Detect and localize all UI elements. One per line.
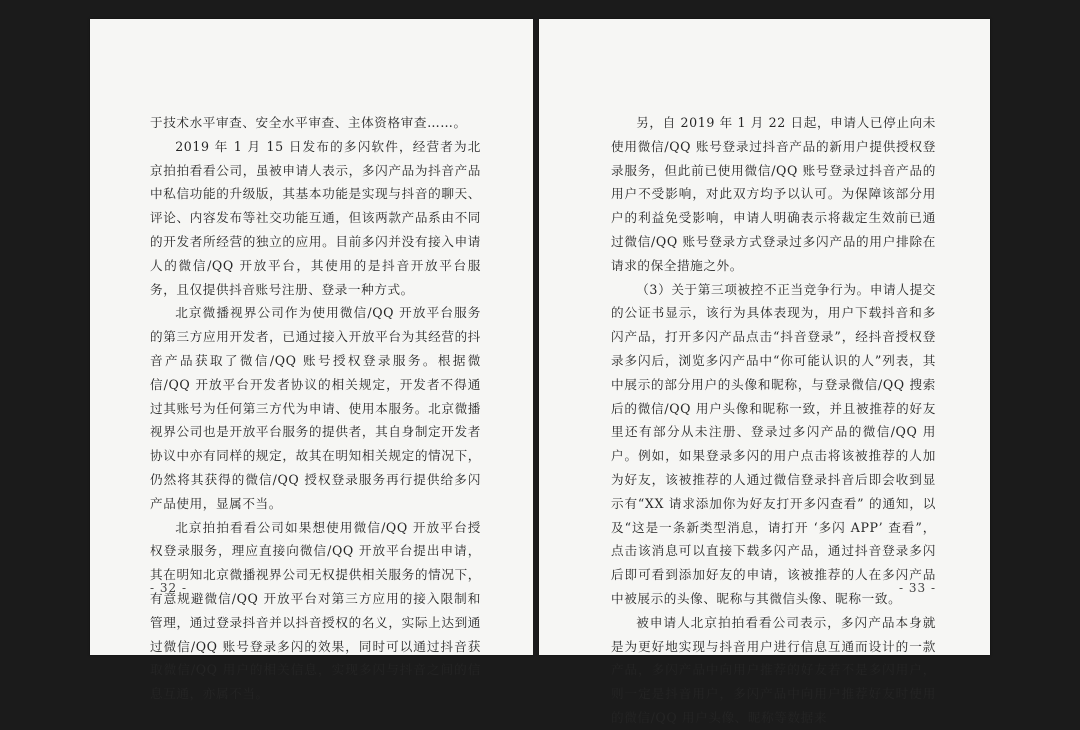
left-page-body [150, 111, 481, 706]
paragraph: 2019 年 1 月 15 日发布的多闪软件，经营者为北京拍拍看看公司，虽被申请人表示，多闪产品为抖音产品中私信功能的升级版，其基本功能是实现与抖音的聊天、评论、内容发布等社交功能互通，但该两款产品系由不同的开发者所经营的独立的应用。目前多闪并没有接入申请人的微信/QQ 开放平台，其使用的是抖音开放平台服务，且仅提供抖音账号注册、登录一种方式。 [150, 138, 481, 297]
paragraph: 被申请人北京拍拍看看公司表示，多闪产品本身就是为更好地实现与抖音用户进行信息互通而设计的一款产品，多闪产品中向用户推荐的好友若不是多闪用户，则一定是抖音用户，多闪产品中向用户推荐好友时使用的微信/QQ 用户头像、昵称等数据来 [611, 614, 936, 725]
paragraph: （3）关于第三项被控不正当竞争行为。申请人提交的公证书显示，该行为具体表现为，用户下载抖音和多闪产品，打开多闪产品点击“抖音登录”，经抖音授权登录多闪后，浏览多闪产品中“你可能认识的人”列表，其中展示的部分用户的头像和昵称，与登录微信/QQ 搜索后的微信/QQ 用户头像和昵称一致，并且被推荐的好友里还有部分从未注册、登录过多闪产品的微信/QQ 用户。例如，如果登录多闪的用户点击将该被推荐的人加为好友，该被推荐的人通过微信登录抖音后即会收到显示有“XX 请求添加你为好友打开多闪查看” 的通知，以及“这是一条新类型消息，请打开 ‘多闪 APP’ 查看”，点击该消息可以直接下载多闪产品，通过抖音登录多闪后即可看到添加好友的申请，该被推荐的人在多闪产品中被展示的头像、昵称与其微信头像、昵称一致。 [611, 281, 936, 606]
page-number: - 33 - [898, 581, 936, 595]
left-page [90, 19, 533, 702]
page-number: - 32 - [150, 581, 188, 595]
paragraph: 另，自 2019 年 1 月 22 日起，申请人已停止向未使用微信/QQ 账号登录过抖音产品的新用户提供授权登录服务，但此前已使用微信/QQ 账号登录过抖音产品的用户不受影响，对此双方均予以认可。为保障该部分用户的利益免受影响，申请人明确表示将裁定生效前已通过微信/QQ 账号登录方式登录过多闪产品的用户排除在请求的保全措施之外。 [611, 115, 936, 273]
paragraph: 北京拍拍看看公司如果想使用微信/QQ 开放平台授权登录服务，理应直接向微信/QQ 开放平台提出申请，其在明知北京微播视界公司无权提供相关服务的情况下，有意规避微信/QQ 开放平台对第三方应用的接入限制和管理，通过登录抖音并以抖音授权的名义，实际上达到通过微信/QQ 账号登录多闪的效果，同时可以通过抖音获取微信/QQ 用户的相关信息，实现多闪与抖音之间的信息互通，亦属不当。 [150, 519, 481, 702]
paragraph: 于技术水平审查、安全水平审查、主体资格审查……。 [150, 115, 467, 130]
paragraph: 北京微播视界公司作为使用微信/QQ 开放平台服务的第三方应用开发者，已通过接入开放平台为其经营的抖音产品获取了微信/QQ 账号授权登录服务。根据微信/QQ 开放平台开发者协议的相关规定，开发者不得通过其账号为任何第三方代为申请、使用本服务。北京微播视界公司也是开放平台服务的提供者，其自身制定开发者协议中亦有同样的规定，故其在明知相关规定的情况下，仍然将其获得的微信/QQ 授权登录服务再行提供给多闪产品使用，显属不当。 [150, 305, 481, 511]
right-page [539, 19, 990, 725]
right-page-body [611, 111, 936, 730]
